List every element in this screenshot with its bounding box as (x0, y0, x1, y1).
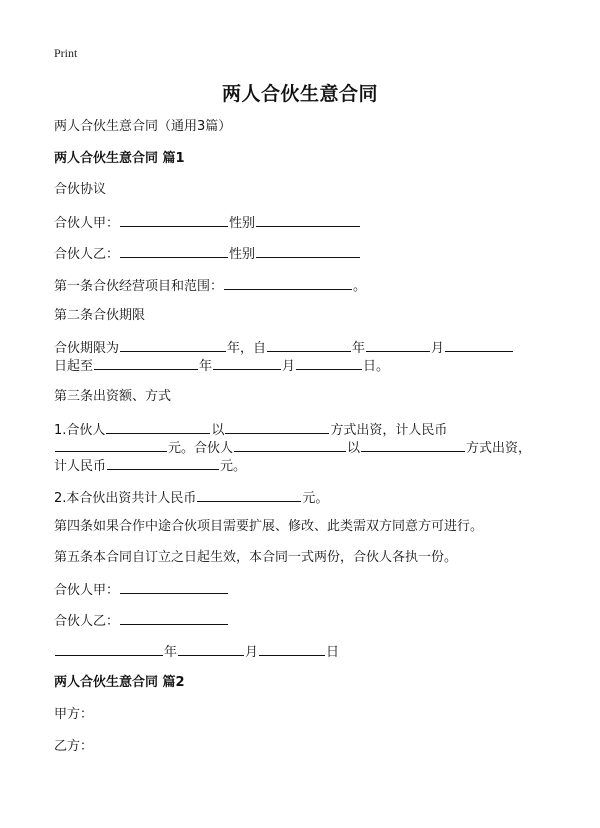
partner-a-label: 合伙人甲： (54, 216, 120, 231)
year-from-text: 年，自 (227, 341, 267, 356)
sign-year-blank (55, 642, 163, 656)
partner-b-label: 合伙人乙： (54, 247, 120, 262)
yuan-text: 元。 (220, 459, 247, 474)
end-year-blank (94, 356, 198, 370)
partner-a-gender-blank (256, 213, 360, 227)
term-row-2 (54, 356, 389, 376)
section2-heading: 两人合伙生意合同 篇2 (54, 675, 185, 690)
article1-text: 第一条合伙经营项目和范围： (54, 279, 224, 294)
sign-a-label: 合伙人甲： (54, 583, 120, 598)
party-a-label: 甲方： (54, 707, 94, 722)
year-text: 年 (199, 359, 213, 374)
contribution-row-3 (54, 456, 246, 476)
total-amount-blank (197, 488, 301, 502)
contribution-row-2 (54, 438, 531, 458)
method2-text: 方式出资， (466, 441, 532, 456)
method2-blank (361, 438, 465, 452)
document-subtitle: 两人合伙生意合同（通用3篇） (54, 119, 232, 134)
article3-heading: 第三条出资额、方式 (54, 389, 172, 404)
term-years-blank (120, 338, 226, 352)
year-text: 年 (352, 341, 366, 356)
day-text: 日 (326, 645, 340, 660)
start-month-blank (366, 338, 430, 352)
sign-a-blank (120, 580, 228, 594)
period-mark: 。 (353, 279, 367, 294)
partner-a-name-blank (120, 213, 228, 227)
month-text: 月 (245, 645, 259, 660)
party-b-label: 乙方： (54, 739, 94, 754)
total-contribution-text: 2.本合伙出资共计人民币 (54, 491, 197, 506)
page-title: 两人合伙生意合同 (221, 83, 378, 105)
partner-b-name-blank (120, 244, 228, 258)
signing-date-row (54, 642, 339, 662)
term-row-1 (54, 338, 514, 358)
start-day-blank (445, 338, 513, 352)
yuan-text: 元。 (302, 491, 329, 506)
sign-b-label: 合伙人乙： (54, 614, 120, 629)
day-to-text: 日起至 (54, 359, 94, 374)
article1-row (54, 276, 366, 296)
total-contribution-row (54, 488, 328, 508)
partner2-blank (234, 438, 346, 452)
month-text: 月 (431, 341, 445, 356)
term-prefix: 合伙期限为 (54, 341, 120, 356)
gender-label: 性别 (229, 216, 256, 231)
partner-a-row (54, 213, 361, 233)
start-year-blank (267, 338, 351, 352)
method1-text: 方式出资，计人民币 (330, 423, 448, 438)
partner1-blank (106, 420, 210, 434)
article2-heading: 第二条合伙期限 (54, 308, 146, 323)
yuan-partner-text: 元。合伙人 (168, 441, 234, 456)
year-text: 年 (164, 645, 178, 660)
end-day-blank (296, 356, 362, 370)
method1-blank (225, 420, 329, 434)
by-text: 以 (347, 441, 361, 456)
scope-blank (224, 276, 352, 290)
sign-month-blank (178, 642, 244, 656)
amount2-blank (107, 456, 219, 470)
article5-text: 第五条本合同自订立之日起生效，本合同一式两份，合伙人各执一份。 (54, 550, 458, 565)
article4-text: 第四条如果合作中途合伙项目需要扩展、修改、此类需双方同意方可进行。 (54, 519, 484, 534)
sign-b-blank (120, 611, 228, 625)
day-end-text: 日。 (363, 359, 390, 374)
contribution-row-1 (54, 420, 447, 440)
sign-day-blank (259, 642, 325, 656)
gender-label: 性别 (229, 247, 256, 262)
rmb-text: 计人民币 (54, 459, 107, 474)
sign-b-row (54, 611, 229, 631)
month-text: 月 (282, 359, 296, 374)
agreement-title: 合伙协议 (54, 182, 107, 197)
amount1-blank (55, 438, 167, 452)
partner-b-row (54, 244, 361, 264)
end-month-blank (213, 356, 281, 370)
by-text: 以 (211, 423, 225, 438)
partner-b-gender-blank (256, 244, 360, 258)
print-link[interactable]: Print (54, 46, 78, 60)
contribution1-prefix: 1.合伙人 (54, 423, 106, 438)
section1-heading: 两人合伙生意合同 篇1 (54, 151, 185, 166)
sign-a-row (54, 580, 229, 600)
